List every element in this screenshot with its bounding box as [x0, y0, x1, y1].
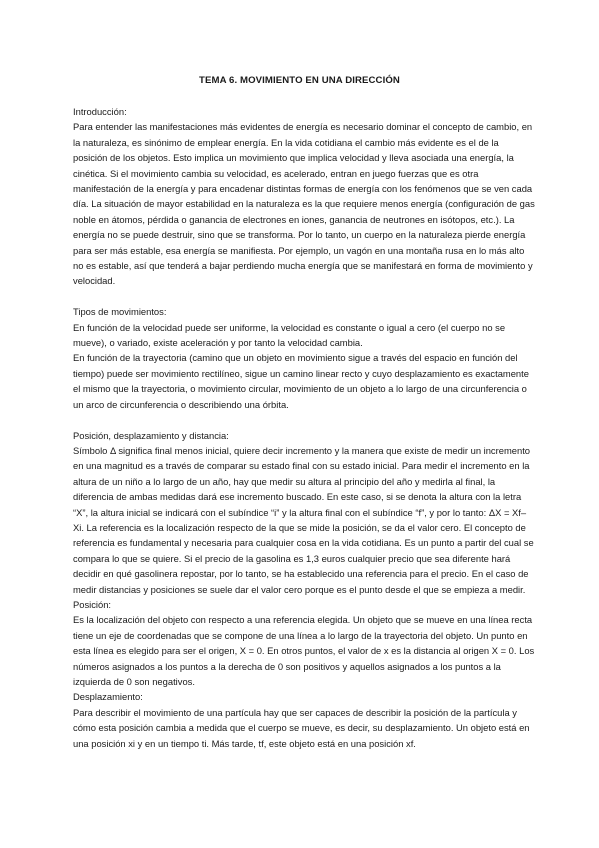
section-heading-desplazamiento: Desplazamiento:	[73, 691, 143, 703]
paragraph-introduccion: Para entender las manifestaciones más evidentes de energía es necesario dominar el concepto de cambio, en la naturaleza, es sinónimo de emplear energía. En la vida cotidiana el cambio más evidente es el de la posición de los objetos. Esto implica un movimiento que implica velocidad y lleva asociada una energía, la cinética. Si el movimiento cambia su velocidad, es acelerado, entran en juego fuerzas que es otra manifestación de la energía y para encadenar distintas formas de energía con los fenómenos que se ven cada día. La situación de mayor estabilidad en la naturaleza es la que requiere menos energía (configuración de gas noble en átomos, pérdida o ganancia de electrones en iones, ganancia de neutrones en isótopos, etc.). La energía no se puede destruir, sino que se transforma. Por lo tanto, un cuerpo en la naturaleza pierde energía para ser más estable, esa energía se manifiesta. Por ejemplo, un vagón en una montaña rusa en lo más alto no es estable, así que tenderá a bajar perdiendo mucha energía que se manifestará en forma de movimiento y velocidad.	[73, 121, 535, 287]
spacer	[73, 289, 535, 304]
paragraph-velocidad: En función de la velocidad puede ser uniforme, la velocidad es constante o igual a cero (el cuerpo no se mueve), o variado, existe aceleración y por tanto la velocidad cambia.	[73, 321, 506, 349]
spacer	[73, 412, 535, 427]
paragraph-incremento: Símbolo Δ significa final menos inicial, quiere decir incremento y la manera que existe de medir un incremento en una magnitud es a través de comparar su estado final con su estado inicial. Para medir el incremento en la altura de un niño a lo largo de un año, hay que medir su altura al principio del año y medirla al final, la diferencia de ambas medidas dará ese incremento buscado. En este caso, si se denota la altura con la letra “X”, la altura inicial se indicará con el subíndice “i” y la altura final con el subíndice “f”, y por lo tanto: ΔX = Xf– Xi. La referencia es la localización respecto de la que se mide la posición, se da el valor cero. El concepto de referencia es fundamental y necesaria para cualquier cosa en la vida cotidiana. Es un punto a partir del cual se compara lo que se quiere. Si el precio de la gasolina es 1,3 euros cualquier precio que sea diferente hará decidir en qué gasolinera repostar, por lo tanto, se ha establecido una referencia para el precio. En el caso de medir distancias y posiciones se suele dar el valor cero porque es el punto desde el que se empieza a medir.	[73, 444, 534, 595]
section-heading-posicion-desplazamiento: Posición, desplazamiento y distancia:	[73, 429, 229, 441]
section-heading-tipos: Tipos de movimientos:	[73, 306, 167, 318]
paragraph-trayectoria: En función de la trayectoria (camino que un objeto en movimiento sigue a través del espacio en función del tiempo) puede ser movimiento rectilíneo, sigue un camino linear recto y cuyo desplazamiento es exactamente el mismo que la trayectoria, o movimiento circular, movimiento de un objeto a lo largo de una circunferencia o un arco de circunferencia o describiendo una órbita.	[73, 352, 529, 410]
document-title: TEMA 6. MOVIMIENTO EN UNA DIRECCIÓN	[199, 75, 400, 86]
section-heading-introduccion: Introducción:	[73, 106, 127, 117]
paragraph-desplazamiento: Para describir el movimiento de una partícula hay que ser capaces de describir la posición de la partícula y cómo esta posición cambia a medida que el cuerpo se mueve, es decir, su desplazamiento. Un objeto está en una posición xi y en un tiempo ti. Más tarde, tf, este objeto está en una posición xf.	[73, 706, 530, 749]
document-body	[73, 104, 535, 751]
paragraph-posicion: Es la localización del objeto con respecto a una referencia elegida. Un objeto que se mueve en una línea recta tiene un eje de coordenadas que se compone de una línea a lo largo de la trayectoria del objeto. Un punto en esta línea es elegido para ser el origen, X = 0. En otros puntos, el valor de x es la distancia al origen X = 0. Los números asignados a los puntos a la derecha de 0 son positivos y aquellos asignados a los puntos a la izquierda de 0 son negativos.	[73, 614, 535, 687]
section-heading-posicion: Posición:	[73, 598, 112, 610]
